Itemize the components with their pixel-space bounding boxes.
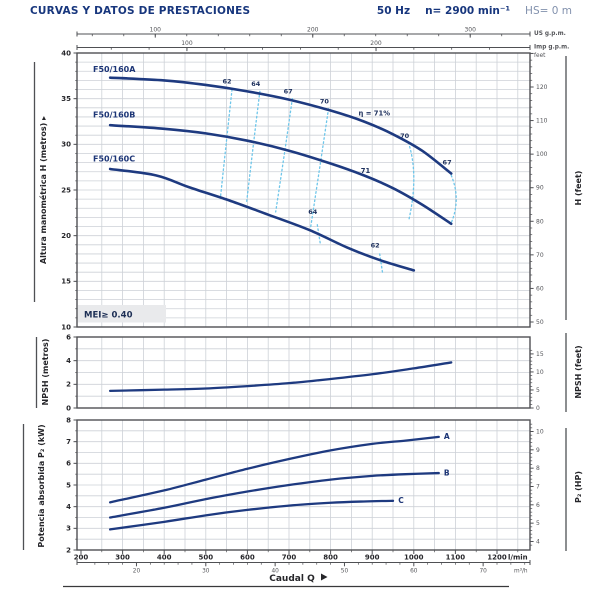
y-tick-label: 7 xyxy=(66,438,71,447)
flow-curve-F50/160A xyxy=(110,78,451,174)
flow-tick-label: 1000 xyxy=(404,553,424,562)
efficiency-annotation: η = 71% xyxy=(358,109,391,118)
y-tick-label: 2 xyxy=(66,546,71,555)
feet-tick-label: 5 xyxy=(536,386,540,394)
flow-tick-label: 200 xyxy=(73,553,89,562)
power-curve-label: C xyxy=(398,496,404,506)
y-tick-label: 6 xyxy=(66,333,71,342)
flow-tick-label: 500 xyxy=(198,553,214,562)
m3h-tick-label: 70 xyxy=(479,568,487,575)
efficiency-value-label: 62 xyxy=(370,241,380,250)
flow-tick-label: 1200 xyxy=(487,553,507,562)
scale-tick-label: 300 xyxy=(464,26,476,34)
y-tick-label: 5 xyxy=(66,481,71,490)
scale-tick-label: 200 xyxy=(370,40,382,47)
npsh-curve xyxy=(110,362,451,390)
flow-tick-label: 900 xyxy=(364,553,380,562)
y-tick-label: 4 xyxy=(66,357,71,366)
right-arrow-icon xyxy=(321,574,328,581)
hp-tick-label: 8 xyxy=(536,465,540,473)
curve-name-label: F50/160C xyxy=(93,154,136,164)
power-hp-axis-title: P₂ (HP) xyxy=(574,470,583,504)
efficiency-value-label: 64 xyxy=(308,207,318,216)
efficiency-value-label: 70 xyxy=(319,97,329,106)
curve-name-label: F50/160B xyxy=(93,110,136,120)
y-tick-label: 8 xyxy=(66,416,71,425)
curve-name-label: F50/160A xyxy=(93,64,136,74)
y-tick-label: 3 xyxy=(66,524,71,533)
flow-tick-label: 800 xyxy=(323,553,338,562)
hp-tick-label: 6 xyxy=(536,501,540,509)
npsh-chart xyxy=(66,333,544,412)
hp-tick-label: 4 xyxy=(536,538,540,546)
m3h-tick-label: 30 xyxy=(202,568,210,575)
npsh-feet-axis-title: NPSH (feet) xyxy=(574,345,583,399)
flow-tick-label: 1100 xyxy=(445,553,466,562)
flow-axis xyxy=(74,550,528,562)
y-tick-label: 30 xyxy=(61,140,71,149)
npsh-axis-title: NPSH (metros) xyxy=(41,338,50,406)
efficiency-value-label: 67 xyxy=(283,87,293,96)
mei-label: MEI≥ 0.40 xyxy=(84,310,133,321)
scale-tick-label: 200 xyxy=(307,26,319,34)
efficiency-value-label: 64 xyxy=(251,80,261,89)
m3h-tick-label: 40 xyxy=(271,568,279,575)
y-tick-label: 35 xyxy=(61,95,71,104)
feet-tick-label: 110 xyxy=(536,117,548,125)
hp-tick-label: 7 xyxy=(536,483,540,491)
feet-tick-label: 15 xyxy=(536,350,544,358)
m3h-scale xyxy=(77,560,530,575)
head-chart xyxy=(61,49,547,331)
head-axis-title: Altura manométrica H (metros) ▸ xyxy=(39,115,48,265)
power-curve-label: A xyxy=(443,432,450,442)
flow-unit-label: l/min xyxy=(508,553,528,562)
flow-tick-label: 300 xyxy=(115,553,130,562)
axis-titles xyxy=(24,56,584,551)
y-tick-label: 10 xyxy=(61,323,71,332)
power-curve-B xyxy=(110,473,439,517)
scale-unit-label: Imp g.p.m. xyxy=(534,44,570,51)
power-curve-C xyxy=(110,501,393,530)
efficiency-contour-62 xyxy=(220,90,232,199)
efficiency-contour-62 xyxy=(380,254,383,273)
us-gpm-scale xyxy=(77,27,566,38)
flow-tick-label: 600 xyxy=(240,553,255,562)
feet-tick-label: 10 xyxy=(536,368,544,376)
flow-tick-label: 700 xyxy=(281,553,297,562)
m3h-tick-label: 20 xyxy=(132,568,141,575)
y-tick-label: 25 xyxy=(61,186,71,195)
efficiency-value-label: 62 xyxy=(222,77,232,86)
head-feet-axis-title: H (feet) xyxy=(574,170,583,206)
x-axis-title xyxy=(63,574,509,587)
feet-tick-label: 0 xyxy=(536,405,540,412)
feet-tick-label: 50 xyxy=(536,318,544,326)
power-curve-A xyxy=(110,437,439,502)
imp-gpm-scale xyxy=(77,40,569,51)
hp-tick-label: 10 xyxy=(536,428,544,436)
feet-tick-label: 70 xyxy=(536,251,544,259)
efficiency-value-label: 70 xyxy=(400,132,410,141)
flow-tick-label: 400 xyxy=(156,553,172,562)
y-tick-label: 20 xyxy=(61,232,71,241)
m3h-unit-label: m³/h xyxy=(514,568,528,575)
y-tick-label: 4 xyxy=(66,503,71,512)
frequency-label: 50 Hz xyxy=(376,5,411,17)
efficiency-value-label: 67 xyxy=(442,158,452,167)
feet-tick-label: 120 xyxy=(536,84,548,91)
y-tick-label: 6 xyxy=(66,459,71,468)
power-chart xyxy=(66,416,544,554)
y-tick-label: 2 xyxy=(66,380,71,389)
m3h-tick-label: 60 xyxy=(410,568,418,575)
caudal-label: Caudal Q xyxy=(269,574,315,584)
feet-tick-label: 60 xyxy=(536,285,544,293)
power-curve-label: B xyxy=(443,468,450,478)
y-tick-label: 0 xyxy=(66,404,71,413)
suction-head-label: HS= 0 m xyxy=(525,5,572,17)
y-tick-label: 40 xyxy=(61,49,71,58)
feet-tick-label: 100 xyxy=(536,151,548,159)
feet-tick-label: 80 xyxy=(536,218,544,226)
scale-unit-label: US g.p.m. xyxy=(534,31,566,37)
page-title: CURVAS Y DATOS DE PRESTACIONES xyxy=(30,5,251,17)
feet-corner-label: feet xyxy=(534,53,546,59)
hp-tick-label: 5 xyxy=(536,520,540,528)
feet-tick-label: 90 xyxy=(536,184,544,192)
scale-tick-label: 100 xyxy=(181,40,193,47)
efficiency-annotation: 71 xyxy=(360,166,371,175)
efficiency-contour-67 xyxy=(276,99,293,212)
flow-curve-F50/160C xyxy=(110,166,414,270)
m3h-tick-label: 50 xyxy=(340,568,349,575)
power-axis-title: Potencia absorbida P₂ (kW) xyxy=(37,424,46,548)
hp-tick-label: 9 xyxy=(536,446,540,454)
scale-tick-label: 100 xyxy=(149,26,161,34)
y-tick-label: 15 xyxy=(61,277,71,286)
speed-label: n= 2900 min⁻¹ xyxy=(425,5,511,17)
